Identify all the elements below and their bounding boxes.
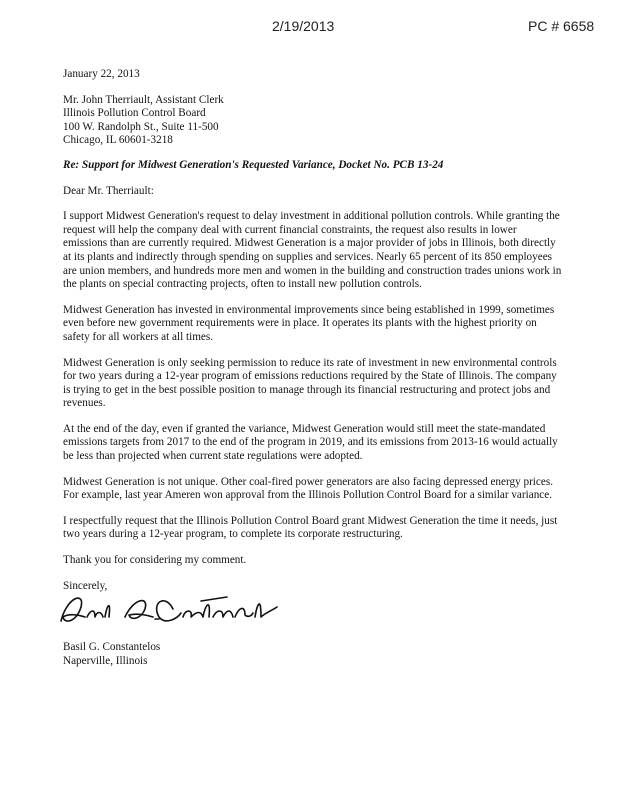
closing: Sincerely,: [63, 579, 108, 592]
letter-date: January 22, 2013: [63, 68, 140, 80]
subject-line: Re: Support for Midwest Generation's Requested Variance, Docket No. PCB 13-24: [63, 158, 444, 171]
salutation: Dear Mr. Therriault:: [63, 184, 154, 197]
signature-area: [63, 601, 563, 641]
handwritten-signature: [55, 587, 285, 633]
paragraph: I support Midwest Generation's request to delay investment in additional pollution controls. While granting the request will help the company deal with current financial constraints, the request also results in lower emissions than are currently required. Midwest Generation is a major provider of jobs in Illinois, both directly at its plants and indirectly through spending on supplies and services. Nearly 65 percent of its 850 employees are union members, and hundreds more men and women in the building and construction trades unions work in the plants on special contracting projects, often to install new pollution controls.: [63, 210, 562, 291]
paragraph: Thank you for considering my comment.: [63, 554, 247, 567]
paragraph: I respectfully request that the Illinois Pollution Control Board grant Midwest Generation the time it needs, just two years during a 12-year program, to complete its corporate restructuring.: [63, 514, 558, 541]
recipient-line: Illinois Pollution Control Board: [63, 107, 206, 120]
signer-name: Basil G. Constantelos: [63, 641, 161, 654]
letter-body: [63, 68, 563, 668]
date-stamp: 2/19/2013: [272, 18, 335, 34]
pc-number: PC # 6658: [528, 18, 595, 34]
recipient-line: 100 W. Randolph St., Suite 11-500: [63, 120, 219, 133]
paragraph: Midwest Generation is only seeking permission to reduce its rate of investment in new environmental controls for two years during a 12-year program of emissions reductions required by the State of Illinois. The company is trying to get in the best possible position to manage through its financial restructuring and protect jobs and revenues.: [63, 356, 557, 410]
recipient-line: Mr. John Therriault, Assistant Clerk: [63, 93, 224, 106]
recipient-address: [63, 94, 563, 148]
signer-city: Naperville, Illinois: [63, 654, 148, 667]
paragraph: Midwest Generation is not unique. Other coal-fired power generators are also facing depressed energy prices. For example, last year Ameren won approval from the Illinois Pollution Control Board for a similar variance.: [63, 475, 553, 502]
paragraph: Midwest Generation has invested in environmental improvements since being established in 1999, sometimes even before new government requirements were in place. It operates its plants with the highest priority on safety for all workers at all times.: [63, 303, 555, 343]
paragraph: At the end of the day, even if granted the variance, Midwest Generation would still meet the state-mandated emissions targets from 2017 to the end of the program in 2019, and its emissions from 2013-16 would actually be less than projected when current state regulations were adopted.: [63, 422, 558, 463]
recipient-line: Chicago, IL 60601-3218: [63, 134, 173, 147]
